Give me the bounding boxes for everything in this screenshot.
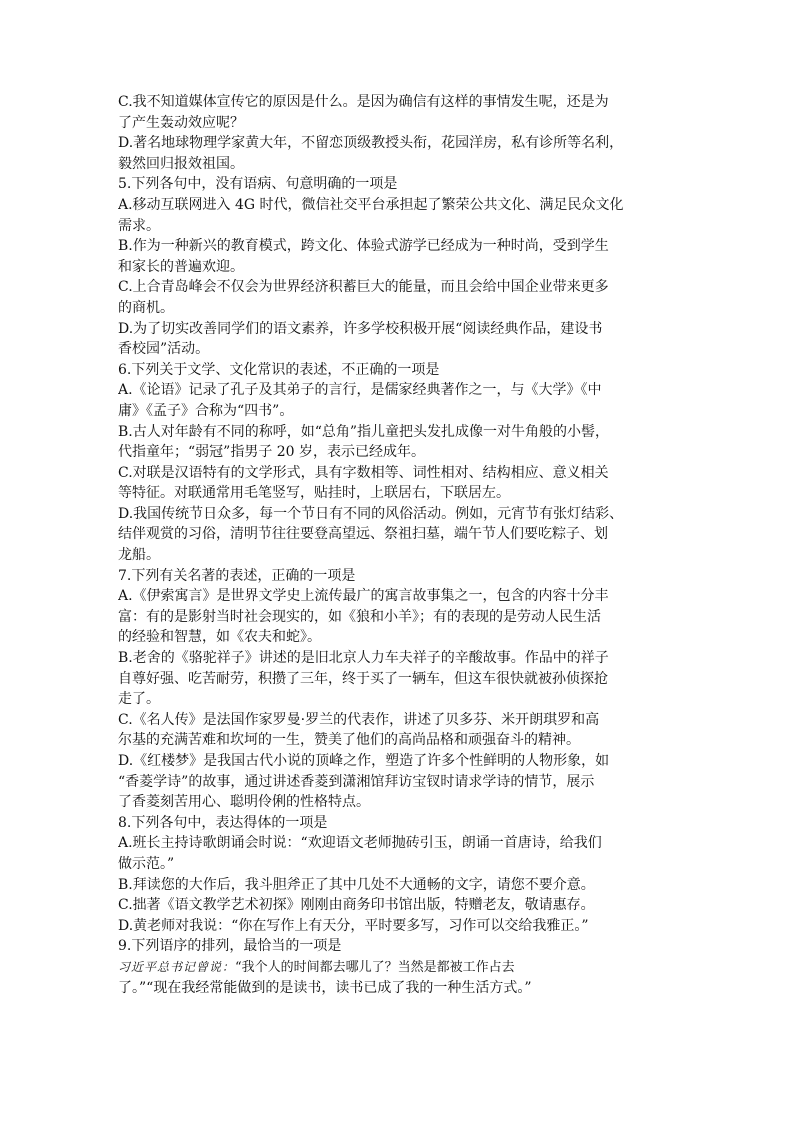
text-line: C.上合青岛峰会不仅会为世界经济积蓄巨大的能量，而且会给中国企业带来更多 xyxy=(118,279,609,296)
text-line: A.《论语》记录了孔子及其弟子的言行，是儒家经典著作之一，与《大学》《中 xyxy=(118,382,602,399)
document-body xyxy=(118,92,678,957)
text-line: D.著名地球物理学家黄大年，不留恋顶级教授头衔，花园洋房，私有诊所等名利， xyxy=(118,135,624,152)
text-line: 毅然回归报效祖国。 xyxy=(118,155,244,172)
text-line: B.老舍的《骆驼祥子》讲述的是旧北京人力车夫祥子的辛酸故事。作品中的祥子 xyxy=(118,650,609,667)
text-line: 龙船。 xyxy=(118,547,160,564)
text-line: “香菱学诗”的故事，通过讲述香菱到潇湘馆拜访宝钗时请求学诗的情节，展示 xyxy=(118,773,595,790)
text-line: 了产生轰动效应呢？ xyxy=(118,114,244,131)
text-line: 走了。 xyxy=(118,691,160,708)
text-line: 代指童年；“弱冠”指男子 20 岁，表示已经成年。 xyxy=(118,444,426,461)
text-line: 的商机。 xyxy=(118,299,174,316)
text-line: 等特征。对联通常用毛笔竖写，贴挂时，上联居右，下联居左。 xyxy=(118,485,510,502)
text-line: 香校园”活动。 xyxy=(118,341,210,358)
quote-line-1 xyxy=(118,957,678,978)
text-line: 结伴观赏的习俗，清明节往往要登高望远、祭祖扫墓，端午节人们要吃粽子、划 xyxy=(118,526,608,543)
text-line: 庸》《孟子》合称为“四书”。 xyxy=(118,402,294,419)
text-line: 了香菱刻苦用心、聪明伶俐的性格特点。 xyxy=(118,794,370,811)
text-line: C.我不知道媒体宣传它的原因是什么。是因为确信有这样的事情发生呢，还是为 xyxy=(118,94,609,110)
text-line: D.《红楼梦》是我国古代小说的顶峰之作，塑造了许多个性鲜明的人物形象，如 xyxy=(118,753,610,769)
text-line: 富：有的是影射当时社会现实的，如《狼和小羊》；有的表现的是劳动人民生活 xyxy=(118,608,601,625)
text-line: 5.下列各句中，没有语病、句意明确的一项是 xyxy=(118,176,398,193)
text-line: A.班长主持诗歌朗诵会时说：“欢迎语文老师抛砖引玉，朗诵一首唐诗，给我们 xyxy=(118,835,602,852)
text-line: B.古人对年龄有不同的称呼，如“总角”指儿童把头发扎成像一对牛角般的小髻， xyxy=(118,423,610,440)
text-line: 做示范。” xyxy=(118,855,175,872)
text-line: 8.下列各句中，表达得体的一项是 xyxy=(118,814,328,831)
text-line: C.拙著《语文教学艺术初探》刚刚由商务印书馆出版，特赠老友，敬请惠存。 xyxy=(118,897,595,914)
quote-line-2: 了。”“现在我经常能做到的是读书，读书已成了我的一种生活方式。” xyxy=(118,979,532,996)
text-line: 需求。 xyxy=(118,217,160,234)
document-page xyxy=(118,92,678,998)
text-line: 尔基的充满苦难和坎坷的一生，赞美了他们的高尚品格和顽强奋斗的精神。 xyxy=(118,732,580,749)
text-line: D.黄老师对我说：“你在写作上有天分，平时要多写，习作可以交给我雅正。” xyxy=(118,917,589,934)
text-line: A.移动互联网进入 4G 时代，微信社交平台承担起了繁荣公共文化、满足民众文化 xyxy=(118,196,624,213)
text-line: 和家长的普遍欢迎。 xyxy=(118,258,244,275)
text-line: 9.下列语序的排列，最恰当的一项是 xyxy=(118,938,342,955)
text-line: 的经验和智慧，如《农夫和蛇》。 xyxy=(118,629,321,646)
text-line: C.《名人传》是法国作家罗曼·罗兰的代表作，讲述了贝多芬、米开朗琪罗和高 xyxy=(118,711,600,728)
text-line: 7.下列有关名著的表述，正确的一项是 xyxy=(118,567,356,584)
quote-text-1: “我个人的时间都去哪儿了？当然是都被工作占去 xyxy=(235,959,515,975)
text-line: B.拜读您的大作后，我斗胆斧正了其中几处不大通畅的文字，请您不要介意。 xyxy=(118,876,595,893)
text-line: D.为了切实改善同学们的语文素养，许多学校积极开展“阅读经典作品，建设书 xyxy=(118,320,603,337)
text-line: C.对联是汉语特有的文学形式，具有字数相等、词性相对、结构相应、意义相关 xyxy=(118,464,609,481)
text-line: 自尊好强、吃苦耐劳，积攒了三年，终于买了一辆车，但这车很快就被孙侦探抢 xyxy=(118,670,608,687)
text-line: D.我国传统节日众多，每一个节日有不同的风俗活动。例如，元宵节有张灯结彩、 xyxy=(118,505,624,522)
quote-lead: 习近平总书记曾说： xyxy=(118,959,236,974)
text-line: A.《伊索寓言》是世界文学史上流传最广的寓言故事集之一，包含的内容十分丰 xyxy=(118,588,609,605)
text-line: 6.下列关于文学、文化常识的表述，不正确的一项是 xyxy=(118,361,440,378)
text-line: B.作为一种新兴的教育模式，跨文化、体验式游学已经成为一种时尚，受到学生 xyxy=(118,238,609,255)
